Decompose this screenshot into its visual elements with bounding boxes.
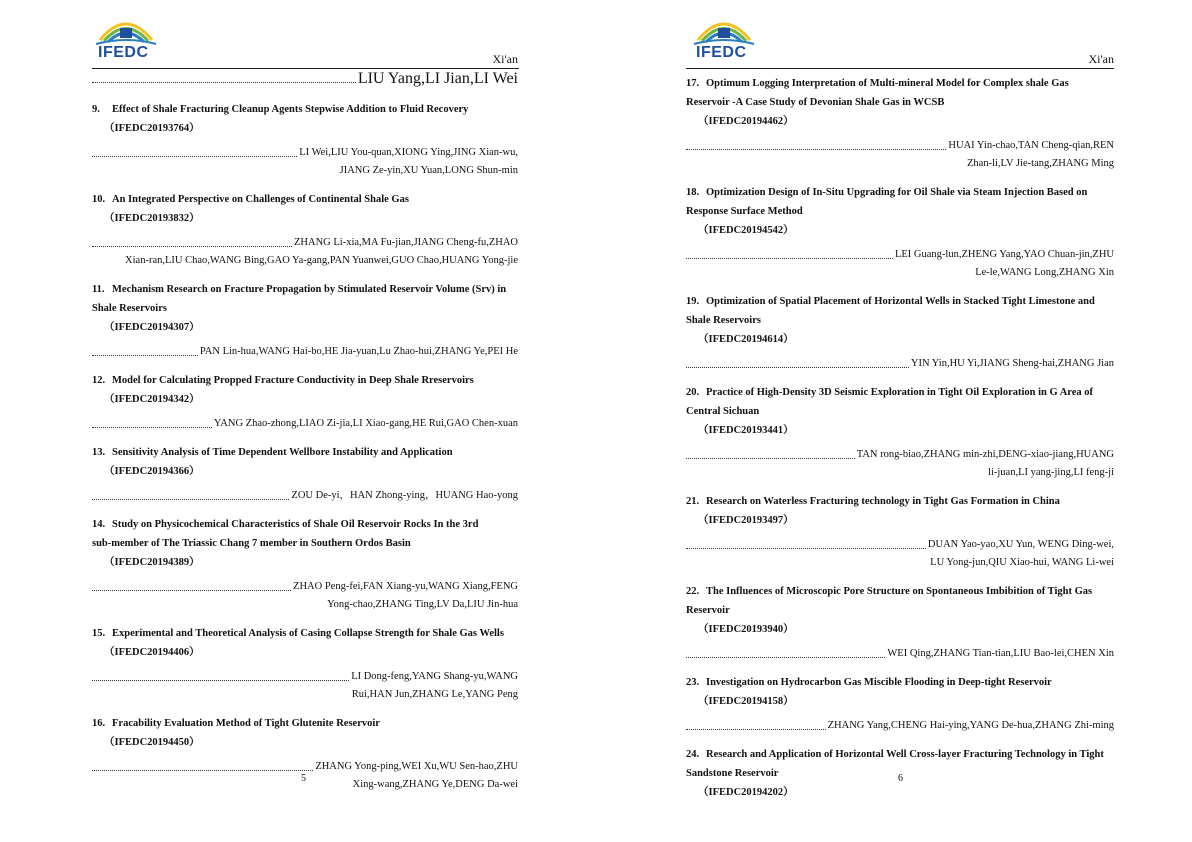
entry-code: （IFEDC20194462）: [698, 116, 794, 127]
entry-title: 18. Optimization Design of In-Situ Upgrading for Oil Shale via Steam Injection Based on: [686, 183, 1114, 202]
page-number: 5: [301, 773, 306, 784]
page-number: 6: [898, 773, 903, 784]
entry-code: （IFEDC20194366）: [104, 466, 200, 477]
entry-code: （IFEDC20193764）: [104, 123, 200, 134]
entry-code: （IFEDC20194542）: [698, 225, 794, 236]
toc-entry: [686, 292, 1114, 373]
entry-authors: LIU Yang,LI Jian,LI Wei: [92, 70, 518, 88]
entry-number: 20.: [686, 387, 700, 398]
toc-entry: [92, 515, 518, 614]
right-page: [596, 0, 1192, 842]
entry-authors: TAN rong-biao,ZHANG min-zhi,DENG-xiao-jiang,HUANG li-juan,LI yang-jing,LI feng-ji: [686, 446, 1114, 482]
toc-entry: [686, 582, 1114, 663]
entry-list: [92, 70, 518, 804]
entry-title: 24. Research and Application of Horizontal Well Cross-layer Fracturing Technology in Tight: [686, 745, 1114, 764]
entry-number: 17.: [686, 78, 700, 89]
entry-title: 20. Practice of High-Density 3D Seismic Exploration in Tight Oil Exploration in G Area of: [686, 383, 1114, 402]
entry-code: （IFEDC20194450）: [104, 737, 200, 748]
entry-number: 10.: [92, 194, 106, 205]
entry-number: 14.: [92, 519, 106, 530]
entry-authors: PAN Lin-hua,WANG Hai-bo,HE Jia-yuan,Lu Zhao-hui,ZHANG Ye,PEI He: [92, 343, 518, 361]
header-rule: [686, 68, 1114, 69]
entry-authors: ZHAO Peng-fei,FAN Xiang-yu,WANG Xiang,FENG Yong-chao,ZHANG Ting,LV Da,LIU Jin-hua: [92, 578, 518, 614]
entry-title: 23. Investigation on Hydrocarbon Gas Miscible Flooding in Deep-tight Reservoir: [686, 673, 1114, 692]
entry-code: （IFEDC20194307）: [104, 322, 200, 333]
entry-authors: ZHANG Yang,CHENG Hai-ying,YANG De-hua,ZHANG Zhi-ming: [686, 717, 1114, 735]
entry-code: （IFEDC20193497）: [698, 515, 794, 526]
entry-title: Shale Reservoirs: [92, 303, 167, 314]
entry-number: 24.: [686, 749, 700, 760]
entry-authors: LI Wei,LIU You-quan,XIONG Ying,JING Xian-wu, JIANG Ze-yin,XU Yuan,LONG Shun-min: [92, 144, 518, 180]
entry-code: （IFEDC20194202）: [698, 787, 794, 798]
entry-number: 9.: [92, 104, 100, 115]
entry-code: （IFEDC20194342）: [104, 394, 200, 405]
entry-title: 13. Sensitivity Analysis of Time Dependent Wellbore Instability and Application: [92, 443, 518, 462]
entry-title: sub-member of The Triassic Chang 7 member in Southern Ordos Basin: [92, 538, 411, 549]
entry-authors: DUAN Yao-yao,XU Yun, WENG Ding-wei, LU Yong-jun,QIU Xiao-hui, WANG Li-wei: [686, 536, 1114, 572]
entry-title: 10. An Integrated Perspective on Challenges of Continental Shale Gas: [92, 190, 518, 209]
entry-authors: YANG Zhao-zhong,LIAO Zi-jia,LI Xiao-gang,HE Rui,GAO Chen-xuan: [92, 415, 518, 433]
entry-title: 17. Optimum Logging Interpretation of Multi-mineral Model for Complex shale Gas: [686, 74, 1114, 93]
entry-code: （IFEDC20194614）: [698, 334, 794, 345]
entry-number: 12.: [92, 375, 106, 386]
logo-text: IFEDC: [696, 44, 747, 61]
toc-entry: [686, 673, 1114, 735]
toc-entry: [92, 280, 518, 361]
entry-code: （IFEDC20193832）: [104, 213, 200, 224]
entry-number: 22.: [686, 586, 700, 597]
entry-authors: ZHANG Yong-ping,WEI Xu,WU Sen-hao,ZHU Xing-wang,ZHANG Ye,DENG Da-wei: [92, 758, 518, 794]
toc-entry: [92, 443, 518, 505]
toc-entry: [92, 624, 518, 704]
entry-title: 15. Experimental and Theoretical Analysis of Casing Collapse Strength for Shale Gas Wells: [92, 624, 518, 643]
entry-number: 21.: [686, 496, 700, 507]
ifedc-logo: [92, 14, 160, 60]
toc-entry: [92, 100, 518, 180]
entry-code: （IFEDC20193940）: [698, 624, 794, 635]
entry-number: 18.: [686, 187, 700, 198]
entry-title: Reservoir -A Case Study of Devonian Shale Gas in WCSB: [686, 97, 945, 108]
header-city: Xi'an: [492, 52, 518, 66]
entry-title: 14. Study on Physicochemical Characteristics of Shale Oil Reservoir Rocks In the 3rd: [92, 515, 518, 534]
entry-code: （IFEDC20194406）: [104, 647, 200, 658]
entry-title: Reservoir: [686, 605, 730, 616]
toc-entry: [92, 190, 518, 270]
entry-number: 23.: [686, 677, 700, 688]
entry-title: Shale Reservoirs: [686, 315, 761, 326]
entry-title: 9. Effect of Shale Fracturing Cleanup Agents Stepwise Addition to Fluid Recovery: [92, 100, 518, 119]
entry-authors: ZHANG Li-xia,MA Fu-jian,JIANG Cheng-fu,ZHAO Xian-ran,LIU Chao,WANG Bing,GAO Ya-gang,PAN Yuanwei,GUO Chao,HUANG Yong-jie: [92, 234, 518, 270]
entry-title: 11. Mechanism Research on Fracture Propagation by Stimulated Reservoir Volume (Srv) in: [92, 280, 518, 299]
entry-title: 22. The Influences of Microscopic Pore Structure on Spontaneous Imbibition of Tight Gas: [686, 582, 1114, 601]
toc-entry: [686, 183, 1114, 282]
entry-authors: YIN Yin,HU Yi,JIANG Sheng-hai,ZHANG Jian: [686, 355, 1114, 373]
toc-entry: [686, 383, 1114, 482]
entry-code: （IFEDC20193441）: [698, 425, 794, 436]
logo-text: IFEDC: [98, 44, 149, 61]
entry-title: 21. Research on Waterless Fracturing technology in Tight Gas Formation in China: [686, 492, 1114, 511]
toc-entry: [92, 371, 518, 433]
entry-number: 11.: [92, 284, 105, 295]
entry-title: 16. Fracability Evaluation Method of Tight Glutenite Reservoir: [92, 714, 518, 733]
entry-number: 16.: [92, 718, 106, 729]
entry-list: [686, 74, 1114, 808]
entry-title: Response Surface Method: [686, 206, 803, 217]
toc-entry: [686, 74, 1114, 173]
entry-authors: HUAI Yin-chao,TAN Cheng-qian,REN Zhan-li,LV Jie-tang,ZHANG Ming: [686, 137, 1114, 173]
entry-authors: ZOU De-yi，HAN Zhong-ying，HUANG Hao-yong: [92, 487, 518, 505]
header-rule: [92, 68, 519, 69]
entry-title: 12. Model for Calculating Propped Fracture Conductivity in Deep Shale Rreservoirs: [92, 371, 518, 390]
entry-code: （IFEDC20194389）: [104, 557, 200, 568]
entry-title: 19. Optimization of Spatial Placement of Horizontal Wells in Stacked Tight Limestone and: [686, 292, 1114, 311]
entry-authors: WEI Qing,ZHANG Tian-tian,LIU Bao-lei,CHEN Xin: [686, 645, 1114, 663]
entry-title: Sandstone Reservoir: [686, 768, 779, 779]
entry-code: （IFEDC20194158）: [698, 696, 794, 707]
entry-number: 13.: [92, 447, 106, 458]
entry-number: 15.: [92, 628, 106, 639]
entry-authors: LEI Guang-lun,ZHENG Yang,YAO Chuan-jin,ZHU Le-le,WANG Long,ZHANG Xin: [686, 246, 1114, 282]
header-city: Xi'an: [1088, 52, 1114, 66]
toc-entry: [686, 492, 1114, 572]
entry-authors: LI Dong-feng,YANG Shang-yu,WANG Rui,HAN Jun,ZHANG Le,YANG Peng: [92, 668, 518, 704]
entry-number: 19.: [686, 296, 700, 307]
entry-title: Central Sichuan: [686, 406, 760, 417]
ifedc-logo: [690, 14, 758, 60]
